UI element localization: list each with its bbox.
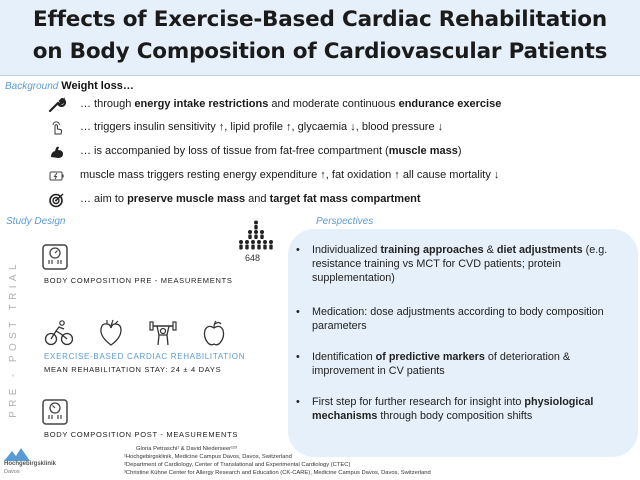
logo-name: Hochgebirgsklinik [4,461,57,467]
authors: Gloria Petraschi¹ & David Niederseer¹²³ [136,446,237,452]
title-line-2: on Body Composition of Cardiovascular Patients [32,39,608,64]
target-icon [48,192,66,208]
post-measurement-label: BODY COMPOSITION POST - MEASUREMENTS [44,430,239,439]
hand-tap-icon [48,120,66,136]
mountain-logo-icon [4,447,30,461]
perspective-bullet: • Medication: dose adjustments according to body composition parameters [296,306,604,332]
rehab-stay: MEAN REHABILITATION STAY: 24 ± 4 DAYS [44,365,222,374]
pre-measurement-label: BODY COMPOSITION PRE - MEASUREMENTS [44,276,233,285]
cycling-icon [44,318,74,348]
background-label: Background [5,81,59,92]
affiliation-1: ¹Hochgebirgsklinik, Medicine Campus Davos, Davos, Switzerland [124,454,292,460]
vertical-trial-label [2,236,22,442]
body-scale-icon [41,243,69,271]
battery-charging-icon [48,168,66,184]
rehab-title: EXERCISE-BASED CARDIAC REHABILITATION [44,352,246,361]
title-line-1: Effects of Exercise-Based Cardiac Rehabilitation [33,7,607,32]
body-scale-icon [41,398,69,426]
perspective-bullet: • First step for further research for insight into physiological mechanisms through body composition shifts [296,396,594,422]
apple-icon [201,318,227,348]
heart-organ-icon [97,318,125,348]
background-heading [5,80,134,92]
vertical-trial-text: PRE - POST TRIAL [8,260,19,418]
flexed-arm-icon [48,144,66,160]
affiliation-2: ²Department of Cardiology, Center of Translational and Experimental Cardiology (CTEC) [124,462,351,468]
background-title: Weight loss… [61,80,134,92]
perspectives-label: Perspectives [316,216,374,227]
perspective-bullet: • Identification of predictive markers of deterioration & improvement in CV patients [296,351,571,377]
title-banner [0,0,640,76]
study-design-label: Study Design [6,216,66,227]
logo-sub: Davos [4,469,20,475]
people-group-icon [238,220,274,251]
affiliation-3: ³Christine Kühne Center for Allergy Research and Education (CK-CARE), Medicine Campus Davos, Davos, Switzerland [124,470,431,476]
participant-count: 648 [245,253,261,263]
weightlifting-icon [148,318,178,348]
perspective-bullet: • Individualized training approaches & diet adjustments (e.g. resistance training vs MCT for CVD patients; protein supplementation) [296,244,608,284]
wrench-icon [48,97,66,113]
